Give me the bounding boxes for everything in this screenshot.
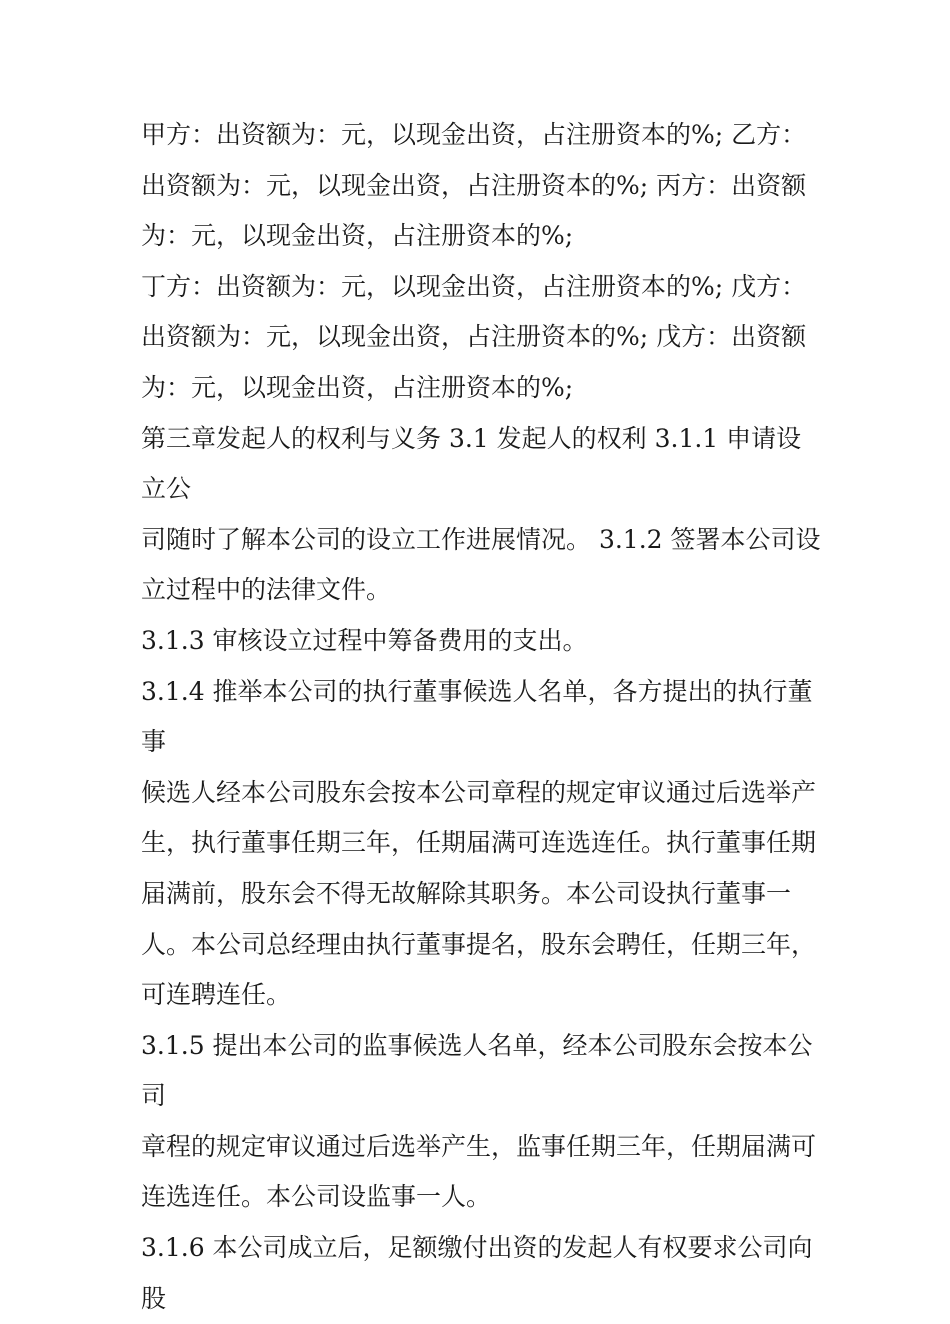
text-line: 丁方：出资额为：元，以现金出资，占注册资本的%; 戊方： (141, 271, 807, 301)
text-line: 连选连任。本公司设监事一人。 (141, 1182, 492, 1212)
text-line: 人。本公司总经理由执行董事提名，股东会聘任，任期三年， (141, 929, 817, 959)
text-line: 章程的规定审议通过后选举产生，监事任期三年，任期届满可 (141, 1131, 817, 1161)
text-line: 为：元，以现金出资，占注册资本的%; (141, 372, 574, 402)
text-line: 可连聘连任。 (141, 980, 292, 1010)
document-body (141, 110, 821, 1324)
clause-3-1-4: 3.1.4 推举本公司的执行董事候选人名单，各方提出的执行董事 (141, 676, 813, 757)
text-line: 甲方：出资额为：元，以现金出资，占注册资本的%; 乙方： (141, 120, 807, 149)
clause-3-1-6: 3.1.6 本公司成立后，足额缴付出资的发起人有权要求公司向股 (141, 1233, 813, 1313)
clause-3-1-5: 3.1.5 提出本公司的监事候选人名单，经本公司股东会按本公司 (141, 1030, 813, 1111)
text-line: 出资额为：元，以现金出资，占注册资本的%; 丙方：出资额 (141, 170, 807, 200)
chapter-three-line: 第三章发起人的权利与义务 3.1 发起人的权利 3.1.1 申请设立公 (141, 423, 802, 504)
text-line: 生，执行董事任期三年，任期届满可连选连任。执行董事任期 (141, 828, 817, 858)
text-line: 为：元，以现金出资，占注册资本的%; (141, 221, 574, 251)
text-line: 候选人经本公司股东会按本公司章程的规定审议通过后选举产 (141, 777, 817, 807)
text-line: 届满前，股东会不得无故解除其职务。本公司设执行董事一 (141, 878, 792, 908)
text-line: 出资额为：元，以现金出资，占注册资本的%; 戊方：出资额 (141, 322, 807, 352)
text-line: 立过程中的法律文件。 (141, 575, 392, 605)
clause-3-1-3: 3.1.3 审核设立过程中筹备费用的支出。 (141, 625, 588, 655)
text-line: 司随时了解本公司的设立工作进展情况。 3.1.2 签署本公司设 (141, 524, 821, 554)
